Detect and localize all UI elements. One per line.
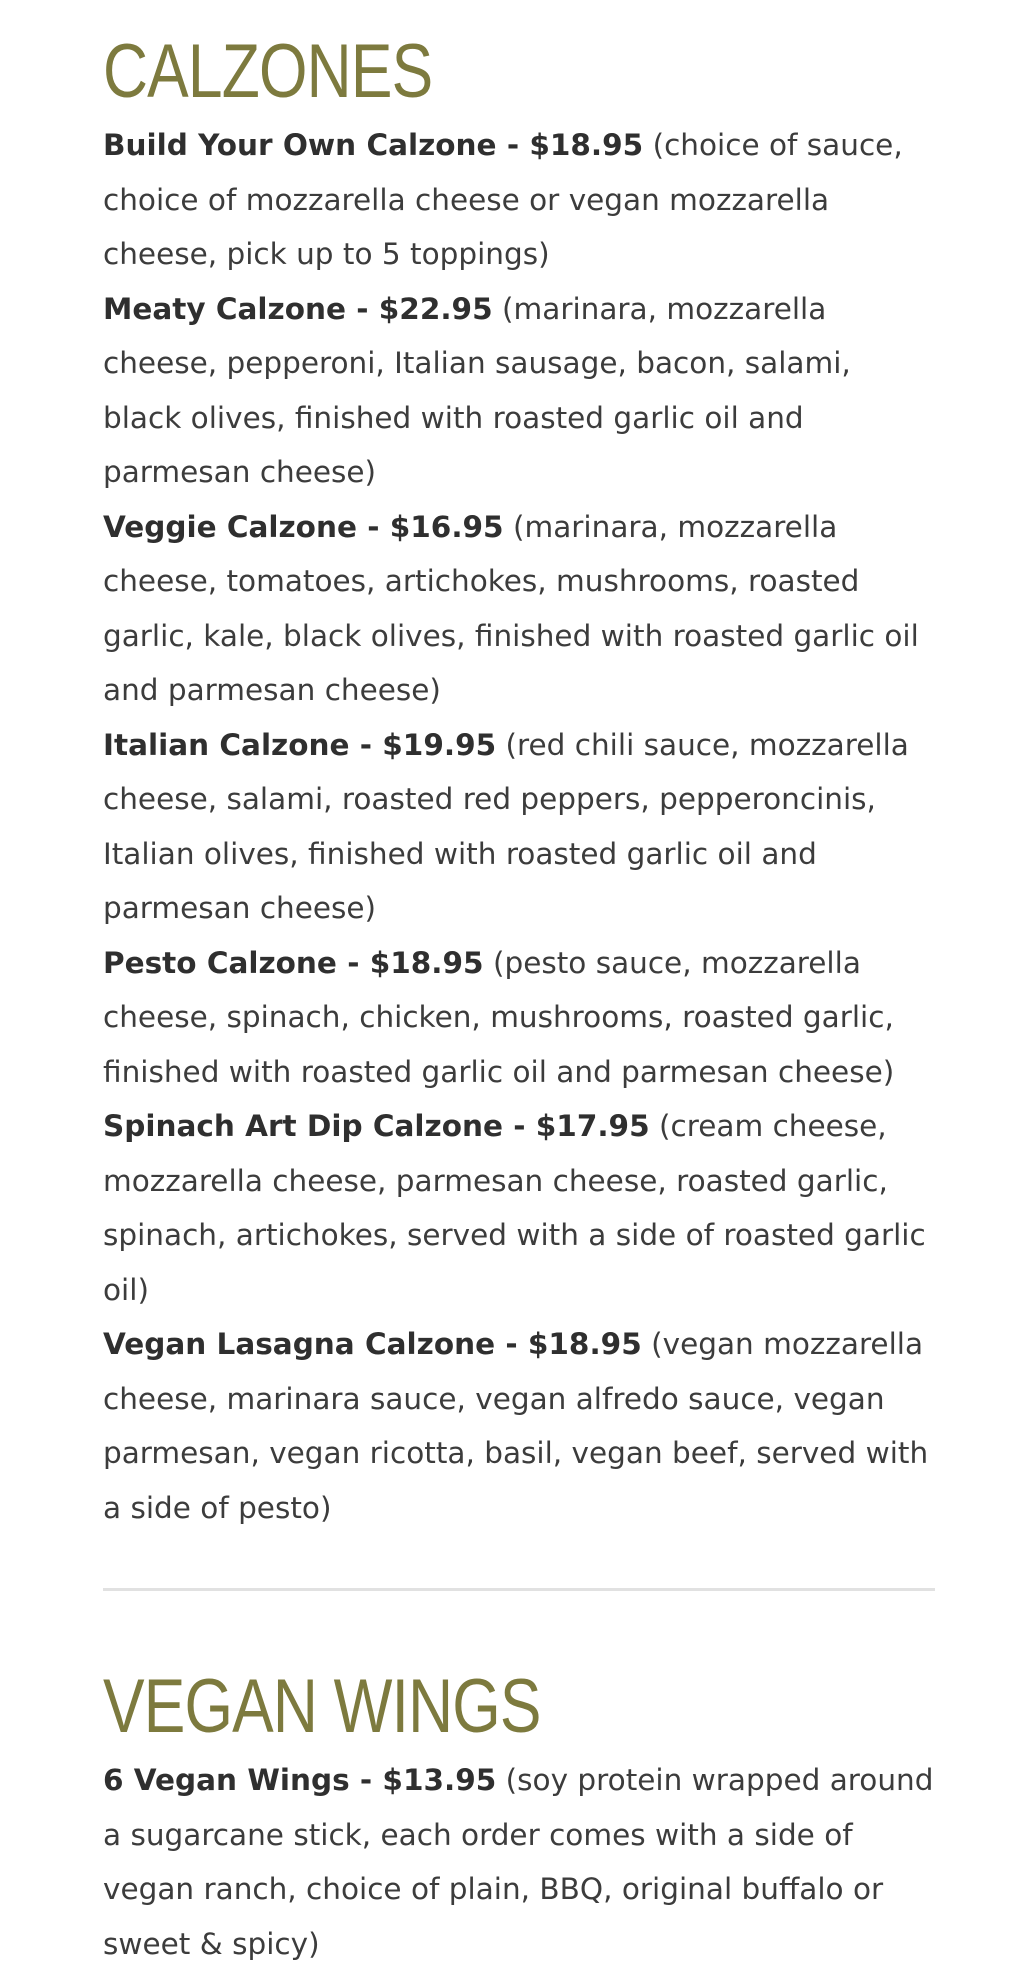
menu-item-name: 6 Vegan Wings - $13.95: [103, 1763, 497, 1797]
menu-item-name: Meaty Calzone - $22.95: [103, 291, 493, 326]
menu-item-name: Veggie Calzone - $16.95: [103, 509, 504, 544]
menu-item-spinach-art-dip-calzone: [103, 1099, 938, 1317]
section-divider: [103, 1588, 935, 1591]
menu-item-veggie-calzone: [103, 500, 938, 718]
menu-item-name: Build Your Own Calzone - $18.95: [103, 128, 644, 162]
menu-item-description: (cream cheese, mozzarella cheese, parmesan cheese, roasted garlic, spinach, artichokes, served with a side of roasted garlic oil): [103, 1109, 926, 1307]
menu-item-name: Spinach Art Dip Calzone - $17.95: [103, 1109, 650, 1143]
menu-item-name: Pesto Calzone - $18.95: [103, 945, 484, 980]
menu-item-vegan-lasagna-calzone: [103, 1317, 938, 1535]
menu-item-italian-calzone: [103, 718, 938, 936]
menu-item-description: (choice of sauce, choice of mozzarella cheese or vegan mozzarella cheese, pick up to 5 toppings): [103, 128, 903, 271]
vegan-wings-list: [103, 1753, 938, 1971]
menu-item-meaty-calzone: [103, 282, 938, 500]
menu-item-6-vegan-wings: [103, 1753, 938, 1971]
menu-item-description: (vegan mozzarella cheese, marinara sauce, vegan alfredo sauce, vegan parmesan, vegan ricotta, basil, vegan beef, served with a side of pesto): [103, 1327, 929, 1525]
calzones-list: [103, 118, 938, 1535]
menu-item-description: (pesto sauce, mozzarella cheese, spinach, chicken, mushrooms, roasted garlic, finished with roasted garlic oil and parmesan cheese): [103, 945, 895, 1089]
vegan-wings-section: [103, 1664, 938, 1971]
menu-item-description: (red chili sauce, mozzarella cheese, salami, roasted red peppers, pepperoncinis, Italian olives, finished with roasted garlic oil and parmesan cheese): [103, 727, 909, 925]
menu-item-name: Vegan Lasagna Calzone - $18.95: [103, 1327, 642, 1361]
menu-item-build-your-own-calzone: [103, 118, 938, 282]
menu-page: [103, 0, 938, 1971]
vegan-wings-heading: VEGAN WINGS: [103, 1664, 541, 1749]
calzones-heading: CALZONES: [103, 29, 433, 114]
menu-item-description: (marinara, mozzarella cheese, pepperoni, Italian sausage, bacon, salami, black olives, finished with roasted garlic oil and parmesan cheese): [103, 291, 851, 489]
menu-item-description: (soy protein wrapped around a sugarcane stick, each order comes with a side of vegan ranch, choice of plain, BBQ, original buffalo or sweet & spicy): [103, 1763, 934, 1961]
menu-item-name: Italian Calzone - $19.95: [103, 727, 497, 762]
menu-item-description: (marinara, mozzarella cheese, tomatoes, artichokes, mushrooms, roasted garlic, kale, black olives, finished with roasted garlic oil and parmesan cheese): [103, 509, 919, 707]
menu-item-pesto-calzone: [103, 936, 938, 1100]
